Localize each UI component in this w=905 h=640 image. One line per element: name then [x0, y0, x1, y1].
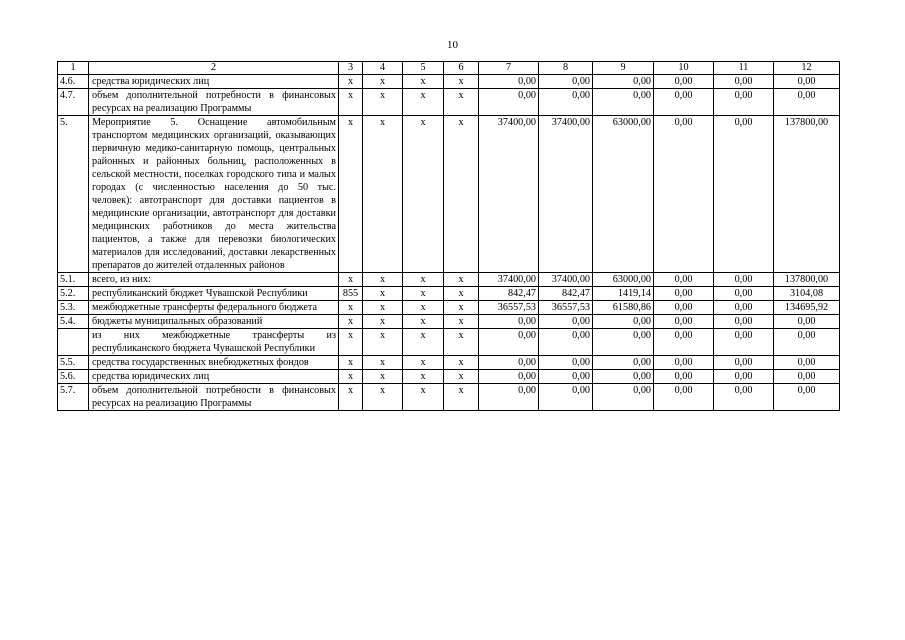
- table-row: [58, 301, 840, 315]
- value-cell: 0,00: [774, 356, 840, 370]
- table-row: [58, 315, 840, 329]
- value-cell: 0,00: [593, 75, 654, 89]
- value-cell: 0,00: [654, 370, 714, 384]
- row-number: 5.1.: [58, 273, 89, 287]
- value-cell: 0,00: [654, 356, 714, 370]
- code-cell: х: [403, 89, 444, 116]
- code-cell: х: [363, 89, 403, 116]
- code-cell: х: [444, 273, 479, 287]
- code-cell: х: [444, 329, 479, 356]
- value-cell: 0,00: [714, 356, 774, 370]
- table-header-row: [58, 62, 840, 75]
- column-header: 2: [89, 62, 339, 75]
- value-cell: 137800,00: [774, 116, 840, 273]
- column-header: 8: [539, 62, 593, 75]
- value-cell: 0,00: [774, 75, 840, 89]
- value-cell: 842,47: [479, 287, 539, 301]
- code-cell: х: [403, 329, 444, 356]
- value-cell: 0,00: [774, 384, 840, 411]
- table-row: [58, 75, 840, 89]
- code-cell: х: [403, 356, 444, 370]
- value-cell: 842,47: [539, 287, 593, 301]
- code-cell: х: [339, 370, 363, 384]
- value-cell: 0,00: [654, 116, 714, 273]
- value-cell: 0,00: [593, 315, 654, 329]
- value-cell: 0,00: [539, 315, 593, 329]
- value-cell: 0,00: [593, 370, 654, 384]
- value-cell: 0,00: [539, 370, 593, 384]
- value-cell: 0,00: [654, 384, 714, 411]
- code-cell: х: [444, 89, 479, 116]
- value-cell: 0,00: [654, 329, 714, 356]
- row-number: 4.7.: [58, 89, 89, 116]
- row-number: 4.6.: [58, 75, 89, 89]
- code-cell: х: [403, 370, 444, 384]
- row-name: бюджеты муниципальных образований: [89, 315, 339, 329]
- row-name: объем дополнительной потребности в финансовых ресурсах на реализацию Программы: [89, 384, 339, 411]
- row-name: всего, из них:: [89, 273, 339, 287]
- column-header: 12: [774, 62, 840, 75]
- row-number: 5.7.: [58, 384, 89, 411]
- value-cell: 0,00: [714, 273, 774, 287]
- code-cell: х: [403, 315, 444, 329]
- value-cell: 0,00: [774, 329, 840, 356]
- table-row: [58, 370, 840, 384]
- value-cell: 0,00: [774, 370, 840, 384]
- row-number: 5.2.: [58, 287, 89, 301]
- value-cell: 0,00: [593, 329, 654, 356]
- value-cell: 0,00: [479, 370, 539, 384]
- value-cell: 0,00: [479, 384, 539, 411]
- code-cell: х: [363, 116, 403, 273]
- value-cell: 0,00: [539, 75, 593, 89]
- value-cell: 0,00: [654, 301, 714, 315]
- code-cell: х: [403, 273, 444, 287]
- value-cell: 0,00: [479, 356, 539, 370]
- row-name: межбюджетные трансферты федерального бюджета: [89, 301, 339, 315]
- value-cell: 0,00: [539, 356, 593, 370]
- value-cell: 0,00: [654, 287, 714, 301]
- code-cell: х: [403, 384, 444, 411]
- value-cell: 0,00: [539, 89, 593, 116]
- value-cell: 0,00: [654, 75, 714, 89]
- code-cell: х: [444, 301, 479, 315]
- row-number: 5.: [58, 116, 89, 273]
- value-cell: 0,00: [539, 329, 593, 356]
- code-cell: х: [444, 356, 479, 370]
- table-row: [58, 329, 840, 356]
- column-header: 5: [403, 62, 444, 75]
- value-cell: 0,00: [714, 370, 774, 384]
- value-cell: 36557,53: [539, 301, 593, 315]
- code-cell: х: [403, 116, 444, 273]
- table-row: [58, 287, 840, 301]
- table-row: [58, 89, 840, 116]
- value-cell: 1419,14: [593, 287, 654, 301]
- table-body: [58, 62, 840, 411]
- row-name: средства юридических лиц: [89, 75, 339, 89]
- code-cell: х: [363, 370, 403, 384]
- row-name: средства юридических лиц: [89, 370, 339, 384]
- code-cell: х: [403, 75, 444, 89]
- value-cell: 0,00: [714, 384, 774, 411]
- column-header: 9: [593, 62, 654, 75]
- row-name: из них межбюджетные трансферты из республиканского бюджета Чувашской Республики: [89, 329, 339, 356]
- row-number: [58, 329, 89, 356]
- code-cell: х: [444, 315, 479, 329]
- budget-table: [57, 61, 840, 411]
- code-cell: х: [363, 287, 403, 301]
- row-name: республиканский бюджет Чувашской Республики: [89, 287, 339, 301]
- code-cell: х: [339, 273, 363, 287]
- row-number: 5.5.: [58, 356, 89, 370]
- value-cell: 0,00: [539, 384, 593, 411]
- value-cell: 0,00: [774, 315, 840, 329]
- code-cell: х: [339, 329, 363, 356]
- code-cell: х: [339, 75, 363, 89]
- value-cell: 0,00: [714, 287, 774, 301]
- code-cell: х: [339, 89, 363, 116]
- column-header: 6: [444, 62, 479, 75]
- code-cell: х: [339, 356, 363, 370]
- column-header: 10: [654, 62, 714, 75]
- column-header: 3: [339, 62, 363, 75]
- value-cell: 37400,00: [479, 116, 539, 273]
- value-cell: 0,00: [479, 89, 539, 116]
- value-cell: 37400,00: [539, 116, 593, 273]
- value-cell: 0,00: [593, 356, 654, 370]
- value-cell: 3104,08: [774, 287, 840, 301]
- value-cell: 37400,00: [479, 273, 539, 287]
- row-number: 5.3.: [58, 301, 89, 315]
- value-cell: 137800,00: [774, 273, 840, 287]
- value-cell: 0,00: [714, 89, 774, 116]
- code-cell: х: [363, 301, 403, 315]
- code-cell: х: [444, 370, 479, 384]
- value-cell: 0,00: [593, 384, 654, 411]
- table-row: [58, 116, 840, 273]
- column-header: 4: [363, 62, 403, 75]
- value-cell: 0,00: [714, 75, 774, 89]
- code-cell: 855: [339, 287, 363, 301]
- code-cell: х: [444, 384, 479, 411]
- column-header: 7: [479, 62, 539, 75]
- code-cell: х: [363, 356, 403, 370]
- value-cell: 0,00: [774, 89, 840, 116]
- code-cell: х: [444, 75, 479, 89]
- row-name: Мероприятие 5. Оснащение автомобильным транспортом медицинских организаций, оказывающих первичную медико-санитарную помощь, центральных районных и районных больниц, расположенных в сельской местности, поселках городского типа и малых городах (с численностью населения до 50 тыс. человек): автотранспорт для доставки пациентов в медицинские организации, автотранспорт для доставки медицинских работников до места жительства пациентов, а также для перевозки биологических материалов для исследований, доставки лекарственных препаратов до жителей отдаленных районов: [89, 116, 339, 273]
- row-name: объем дополнительной потребности в финансовых ресурсах на реализацию Программы: [89, 89, 339, 116]
- code-cell: х: [363, 75, 403, 89]
- code-cell: х: [403, 287, 444, 301]
- value-cell: 0,00: [654, 273, 714, 287]
- value-cell: 36557,53: [479, 301, 539, 315]
- column-header: 11: [714, 62, 774, 75]
- column-header: 1: [58, 62, 89, 75]
- value-cell: 37400,00: [539, 273, 593, 287]
- row-number: 5.6.: [58, 370, 89, 384]
- row-name: средства государственных внебюджетных фондов: [89, 356, 339, 370]
- value-cell: 134695,92: [774, 301, 840, 315]
- value-cell: 63000,00: [593, 273, 654, 287]
- value-cell: 0,00: [479, 75, 539, 89]
- value-cell: 0,00: [654, 89, 714, 116]
- code-cell: х: [403, 301, 444, 315]
- code-cell: х: [444, 116, 479, 273]
- code-cell: х: [339, 301, 363, 315]
- value-cell: 0,00: [714, 315, 774, 329]
- code-cell: х: [363, 315, 403, 329]
- table-row: [58, 356, 840, 370]
- row-number: 5.4.: [58, 315, 89, 329]
- value-cell: 0,00: [714, 116, 774, 273]
- code-cell: х: [363, 384, 403, 411]
- code-cell: х: [363, 329, 403, 356]
- value-cell: 0,00: [479, 315, 539, 329]
- code-cell: х: [339, 315, 363, 329]
- code-cell: х: [339, 116, 363, 273]
- code-cell: х: [339, 384, 363, 411]
- value-cell: 0,00: [593, 89, 654, 116]
- code-cell: х: [444, 287, 479, 301]
- value-cell: 0,00: [479, 329, 539, 356]
- value-cell: 61580,86: [593, 301, 654, 315]
- value-cell: 0,00: [654, 315, 714, 329]
- table-row: [58, 384, 840, 411]
- table-row: [58, 273, 840, 287]
- value-cell: 0,00: [714, 301, 774, 315]
- value-cell: 63000,00: [593, 116, 654, 273]
- value-cell: 0,00: [714, 329, 774, 356]
- code-cell: х: [363, 273, 403, 287]
- page-number: 10: [447, 39, 458, 51]
